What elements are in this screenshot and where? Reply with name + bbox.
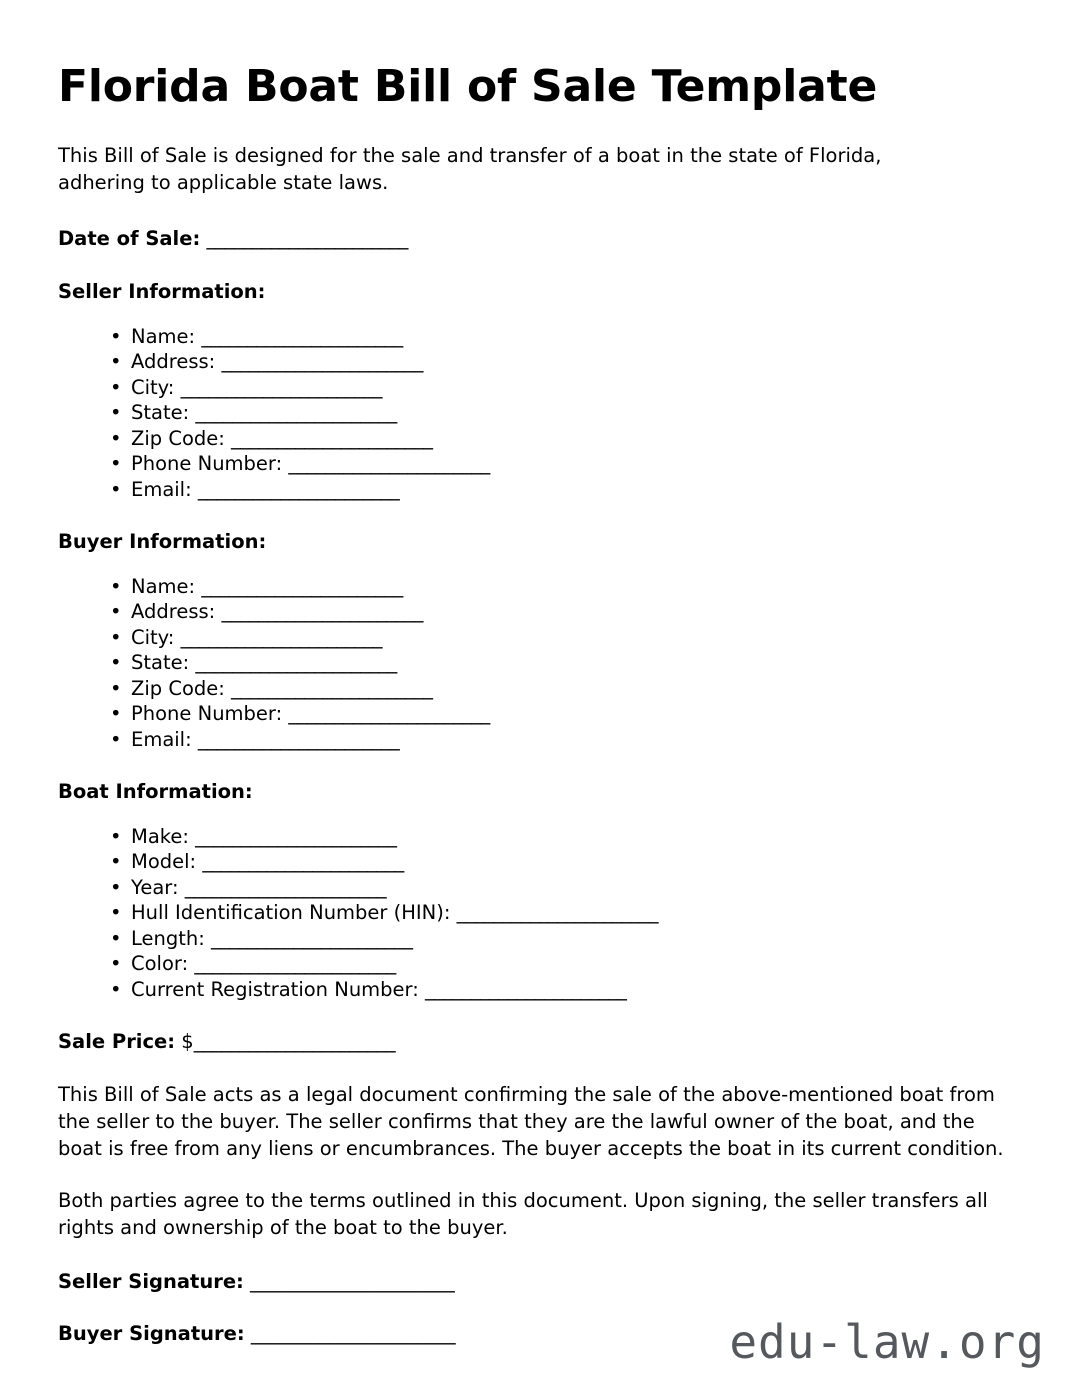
field-label: Year:	[131, 875, 179, 899]
field-label: Current Registration Number:	[131, 977, 419, 1001]
field-label: Hull Identification Number (HIN):	[131, 901, 451, 925]
field-label: Name:	[131, 574, 196, 598]
list-item	[110, 875, 1013, 901]
field-blank[interactable]: ______________________	[195, 401, 397, 425]
list-item	[110, 977, 1013, 1003]
field-blank[interactable]: ______________________	[194, 952, 396, 976]
field-blank[interactable]: ______________________	[288, 702, 490, 726]
intro-paragraph: This Bill of Sale is designed for the sale and transfer of a boat in the state of Florida, adhering to applicable state laws.	[58, 144, 882, 195]
field-blank[interactable]: ______________________	[211, 926, 413, 950]
field-label: Make:	[131, 824, 189, 848]
field-label: Email:	[131, 727, 192, 751]
list-item	[110, 951, 1013, 977]
field-label: City:	[131, 625, 175, 649]
list-item	[110, 676, 1013, 702]
field-blank[interactable]: ______________________	[195, 651, 397, 675]
date-of-sale-label: Date of Sale:	[58, 227, 201, 251]
field-blank[interactable]: ______________________	[180, 375, 382, 399]
field-blank[interactable]: ______________________	[197, 477, 400, 501]
field-blank[interactable]: ______________________	[184, 875, 387, 899]
field-label: Length:	[131, 926, 205, 950]
legal-paragraph-1: This Bill of Sale acts as a legal document confirming the sale of the above-mentioned boat from the seller to the buyer. The seller confirms that they are the lawful owner of the boat, and the boat is free from any liens or encumbrances. The buyer accepts the boat in its current condition.	[58, 1082, 1004, 1160]
buyer-information-heading: Buyer Information:	[58, 530, 267, 554]
list-item	[110, 900, 1013, 926]
list-item	[110, 625, 1013, 651]
sale-price-blank[interactable]: ______________________	[193, 1030, 396, 1054]
field-blank[interactable]: ______________________	[201, 324, 403, 348]
buyer-signature-label: Buyer Signature:	[58, 1321, 245, 1345]
list-item	[110, 574, 1013, 600]
field-label: Phone Number:	[131, 702, 283, 726]
field-blank[interactable]: ______________________	[197, 727, 400, 751]
list-item	[110, 477, 1013, 503]
page-title: Florida Boat Bill of Sale Template	[58, 61, 878, 112]
field-label: Name:	[131, 324, 196, 348]
list-item	[110, 599, 1013, 625]
buyer-signature-blank[interactable]: _____________________	[250, 1321, 456, 1345]
boat-information-list	[58, 824, 1013, 1003]
list-item	[110, 824, 1013, 850]
list-item	[110, 400, 1013, 426]
list-item	[110, 451, 1013, 477]
field-label: Address:	[131, 350, 216, 374]
list-item	[110, 701, 1013, 727]
list-item	[110, 375, 1013, 401]
field-blank[interactable]: ______________________	[195, 824, 397, 848]
field-label: City:	[131, 375, 175, 399]
list-item	[110, 426, 1013, 452]
seller-signature-field	[58, 1268, 1013, 1295]
field-blank[interactable]: ______________________	[456, 901, 658, 925]
legal-paragraph-2: Both parties agree to the terms outlined in this document. Upon signing, the seller transfers all rights and ownership of the boat to the buyer.	[58, 1189, 988, 1240]
field-label: Email:	[131, 477, 192, 501]
boat-information-heading: Boat Information:	[58, 780, 253, 804]
date-of-sale-blank[interactable]: ______________________	[206, 227, 408, 251]
list-item	[110, 324, 1013, 350]
field-label: State:	[131, 401, 190, 425]
field-label: State:	[131, 651, 190, 675]
list-item	[110, 349, 1013, 375]
sale-price-field	[58, 1028, 1013, 1055]
field-label: Model:	[131, 850, 197, 874]
list-item	[110, 650, 1013, 676]
seller-information-list	[58, 324, 1013, 503]
sale-price-label: Sale Price:	[58, 1030, 176, 1054]
site-watermark: edu-law.org	[729, 1315, 1045, 1369]
list-item	[110, 727, 1013, 753]
field-label: Zip Code:	[131, 676, 225, 700]
field-label: Color:	[131, 952, 189, 976]
seller-signature-label: Seller Signature:	[58, 1270, 244, 1294]
field-label: Phone Number:	[131, 452, 283, 476]
field-blank[interactable]: ______________________	[180, 625, 382, 649]
buyer-information-list	[58, 574, 1013, 753]
field-label: Zip Code:	[131, 426, 225, 450]
field-blank[interactable]: ______________________	[231, 676, 433, 700]
field-blank[interactable]: ______________________	[231, 426, 433, 450]
seller-signature-blank[interactable]: _____________________	[250, 1270, 455, 1294]
field-blank[interactable]: ______________________	[201, 574, 403, 598]
field-blank[interactable]: ______________________	[221, 350, 423, 374]
field-label: Address:	[131, 600, 216, 624]
seller-information-heading: Seller Information:	[58, 280, 266, 304]
field-blank[interactable]: ______________________	[425, 977, 627, 1001]
date-of-sale-field	[58, 225, 1013, 252]
list-item	[110, 849, 1013, 875]
currency-symbol: $	[181, 1030, 194, 1054]
field-blank[interactable]: ______________________	[221, 600, 423, 624]
list-item	[110, 926, 1013, 952]
field-blank[interactable]: ______________________	[288, 452, 490, 476]
field-blank[interactable]: ______________________	[202, 850, 404, 874]
